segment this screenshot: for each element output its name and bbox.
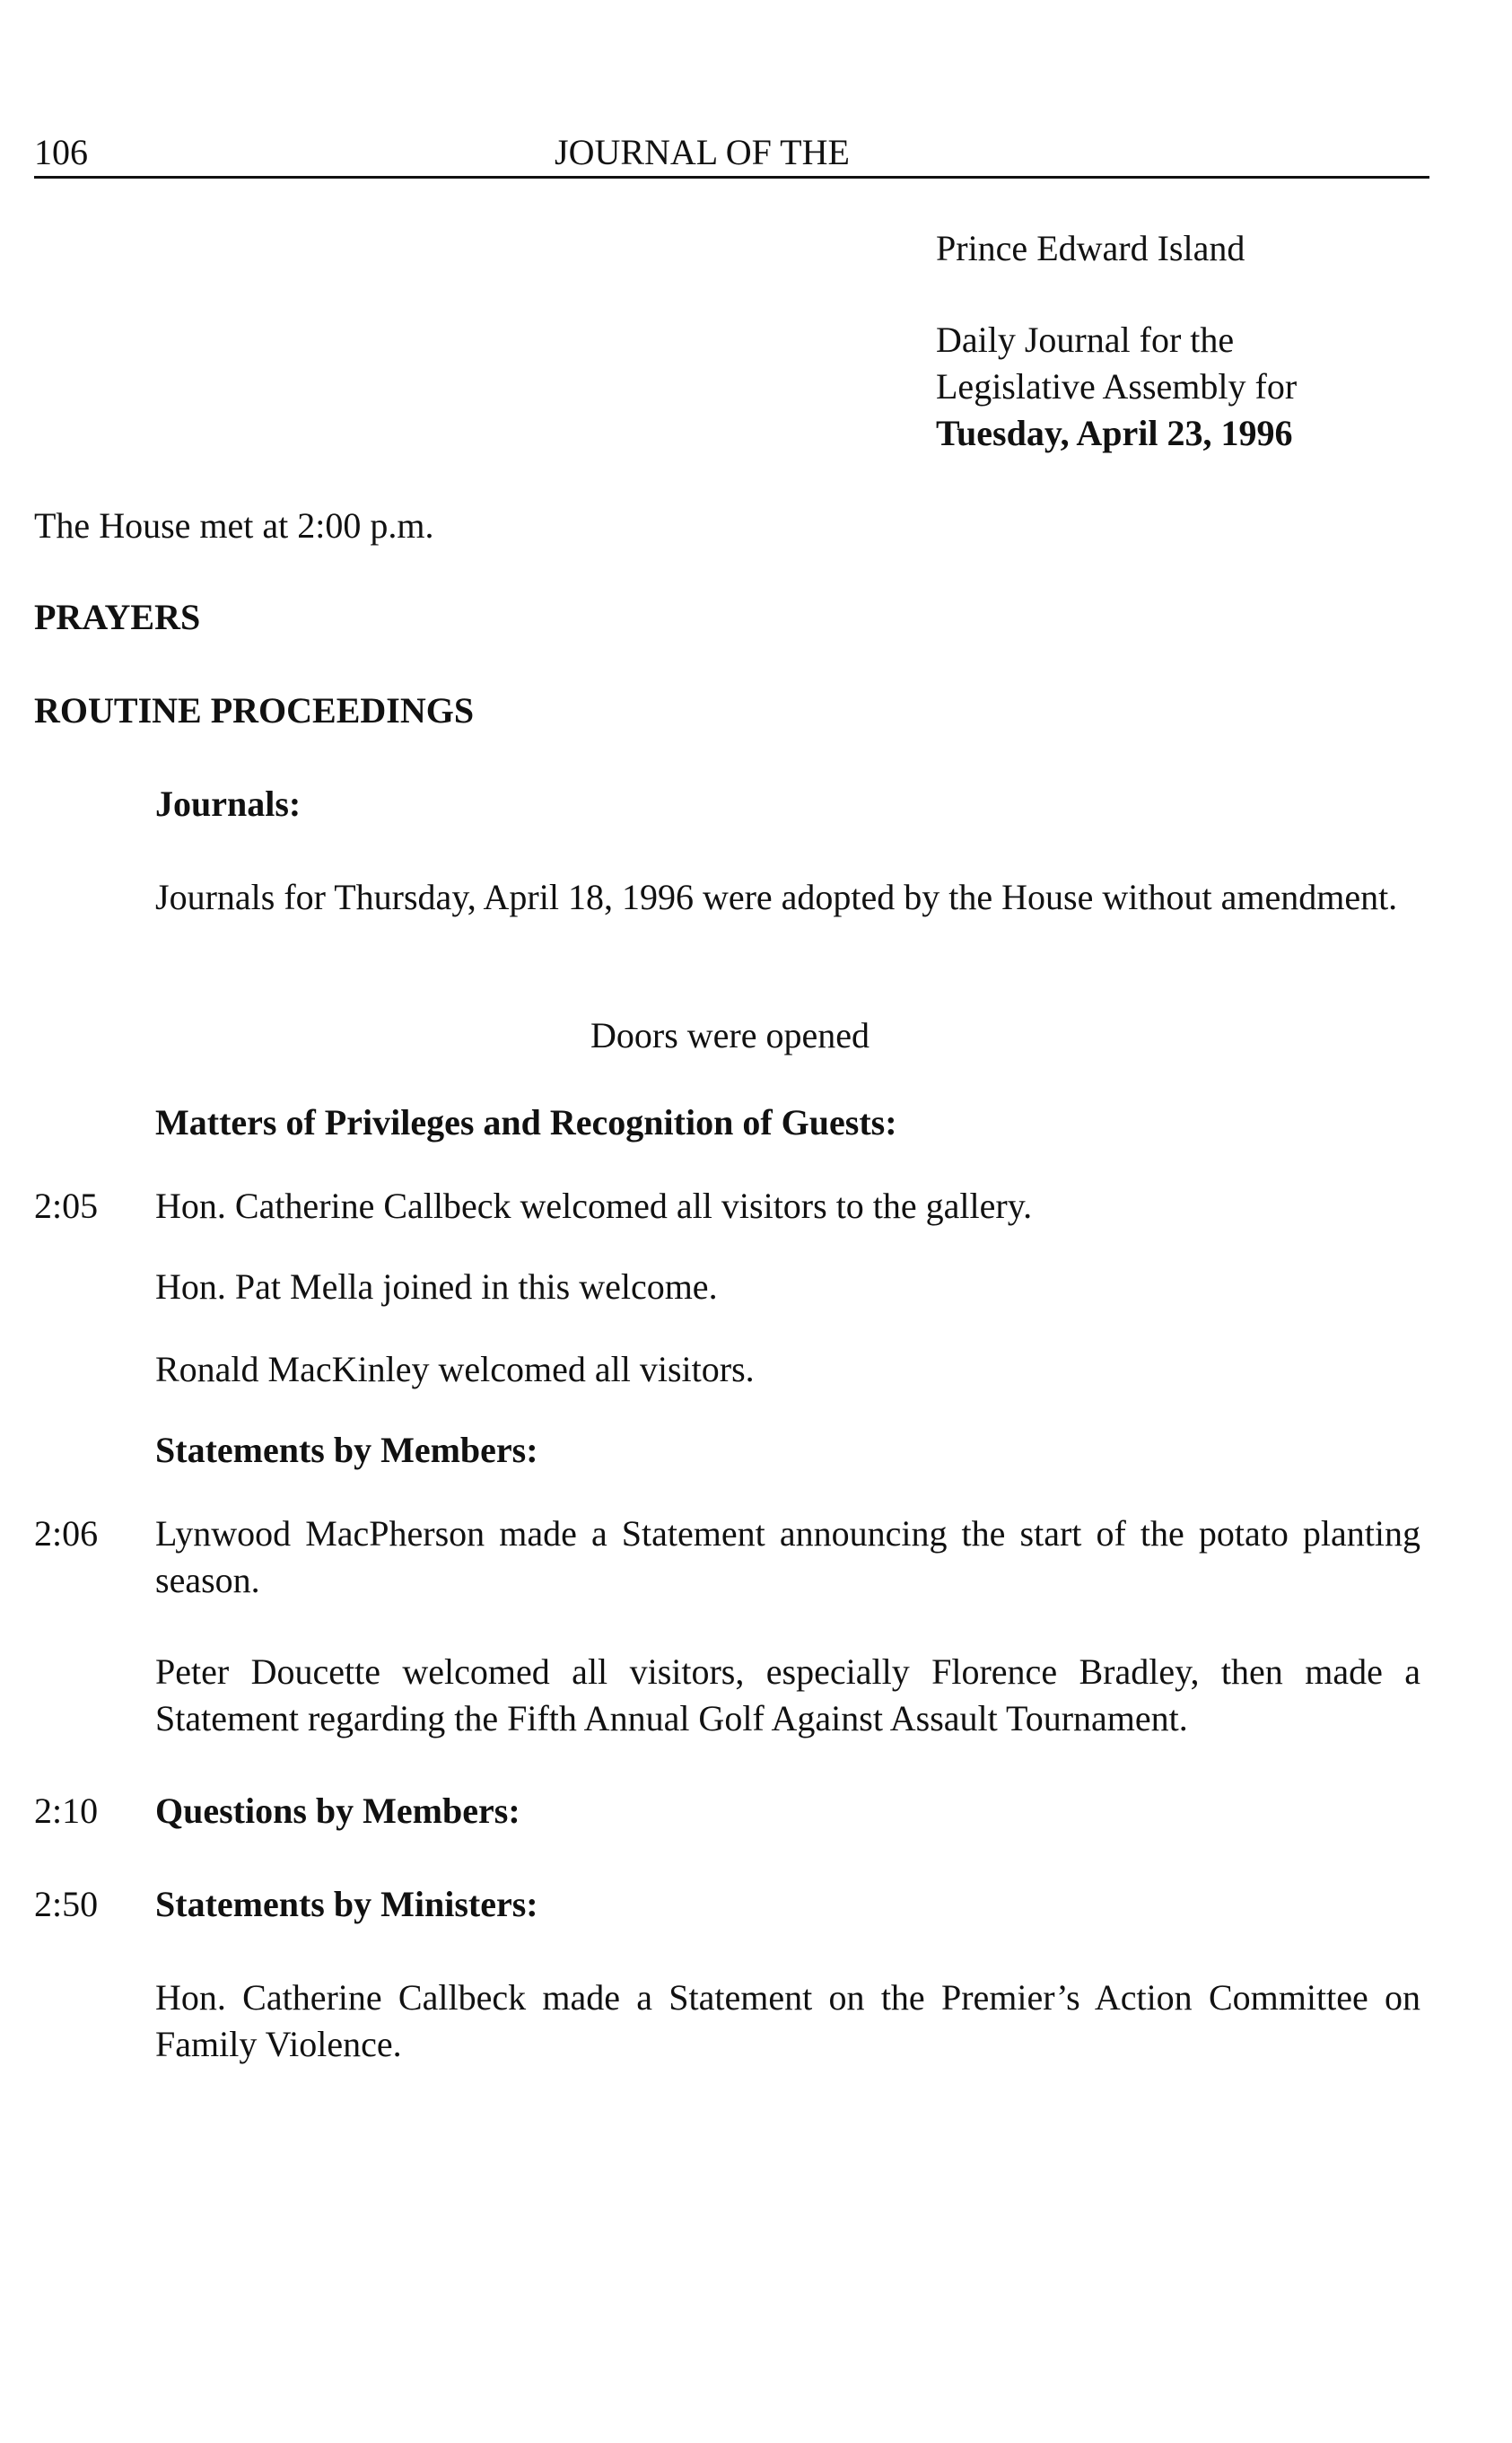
privileges-entry: Hon. Pat Mella joined in this welcome.	[155, 1266, 718, 1307]
time-stamp: 2:06	[34, 1513, 99, 1554]
masthead-province: Prince Edward Island	[936, 228, 1245, 268]
statements-members-entry: Lynwood MacPherson made a Statement announcing the start of the potato planting season.	[155, 1513, 1420, 1600]
masthead-journal-line2: Legislative Assembly for	[936, 366, 1298, 407]
header-rule	[34, 176, 1429, 179]
journals-heading: Journals:	[155, 784, 302, 824]
statements-ministers-heading: Statements by Ministers:	[155, 1884, 538, 1924]
statements-members-entry: Peter Doucette welcomed all visitors, especially Florence Bradley, then made a Statement regarding the Fifth Annual Golf Against Assault Tournament.	[155, 1651, 1420, 1738]
opening-line: The House met at 2:00 p.m.	[34, 505, 434, 546]
masthead-journal-line1: Daily Journal for the	[936, 320, 1235, 360]
privileges-heading: Matters of Privileges and Recognition of Guests:	[155, 1102, 897, 1143]
time-stamp: 2:50	[34, 1884, 99, 1924]
prayers-heading: PRAYERS	[34, 597, 201, 637]
questions-heading: Questions by Members:	[155, 1791, 520, 1831]
routine-proceedings-heading: ROUTINE PROCEEDINGS	[34, 690, 475, 731]
time-stamp: 2:10	[34, 1791, 99, 1831]
masthead-date: Tuesday, April 23, 1996	[936, 413, 1293, 453]
statements-ministers-entry: Hon. Catherine Callbeck made a Statement on the Premier’s Action Committee on Family Violence.	[155, 1977, 1420, 2064]
doors-opened: Doors were opened	[590, 1015, 870, 1055]
masthead	[936, 225, 1297, 457]
privileges-entry: Ronald MacKinley welcomed all visitors.	[155, 1349, 755, 1389]
journals-text: Journals for Thursday, April 18, 1996 were adopted by the House without amendment.	[155, 877, 1398, 917]
running-title: JOURNAL OF THE	[555, 132, 850, 172]
time-stamp: 2:05	[34, 1186, 99, 1226]
page-number: 106	[34, 132, 88, 172]
statements-members-heading: Statements by Members:	[155, 1430, 538, 1470]
privileges-entry: Hon. Catherine Callbeck welcomed all visitors to the gallery.	[155, 1186, 1033, 1226]
